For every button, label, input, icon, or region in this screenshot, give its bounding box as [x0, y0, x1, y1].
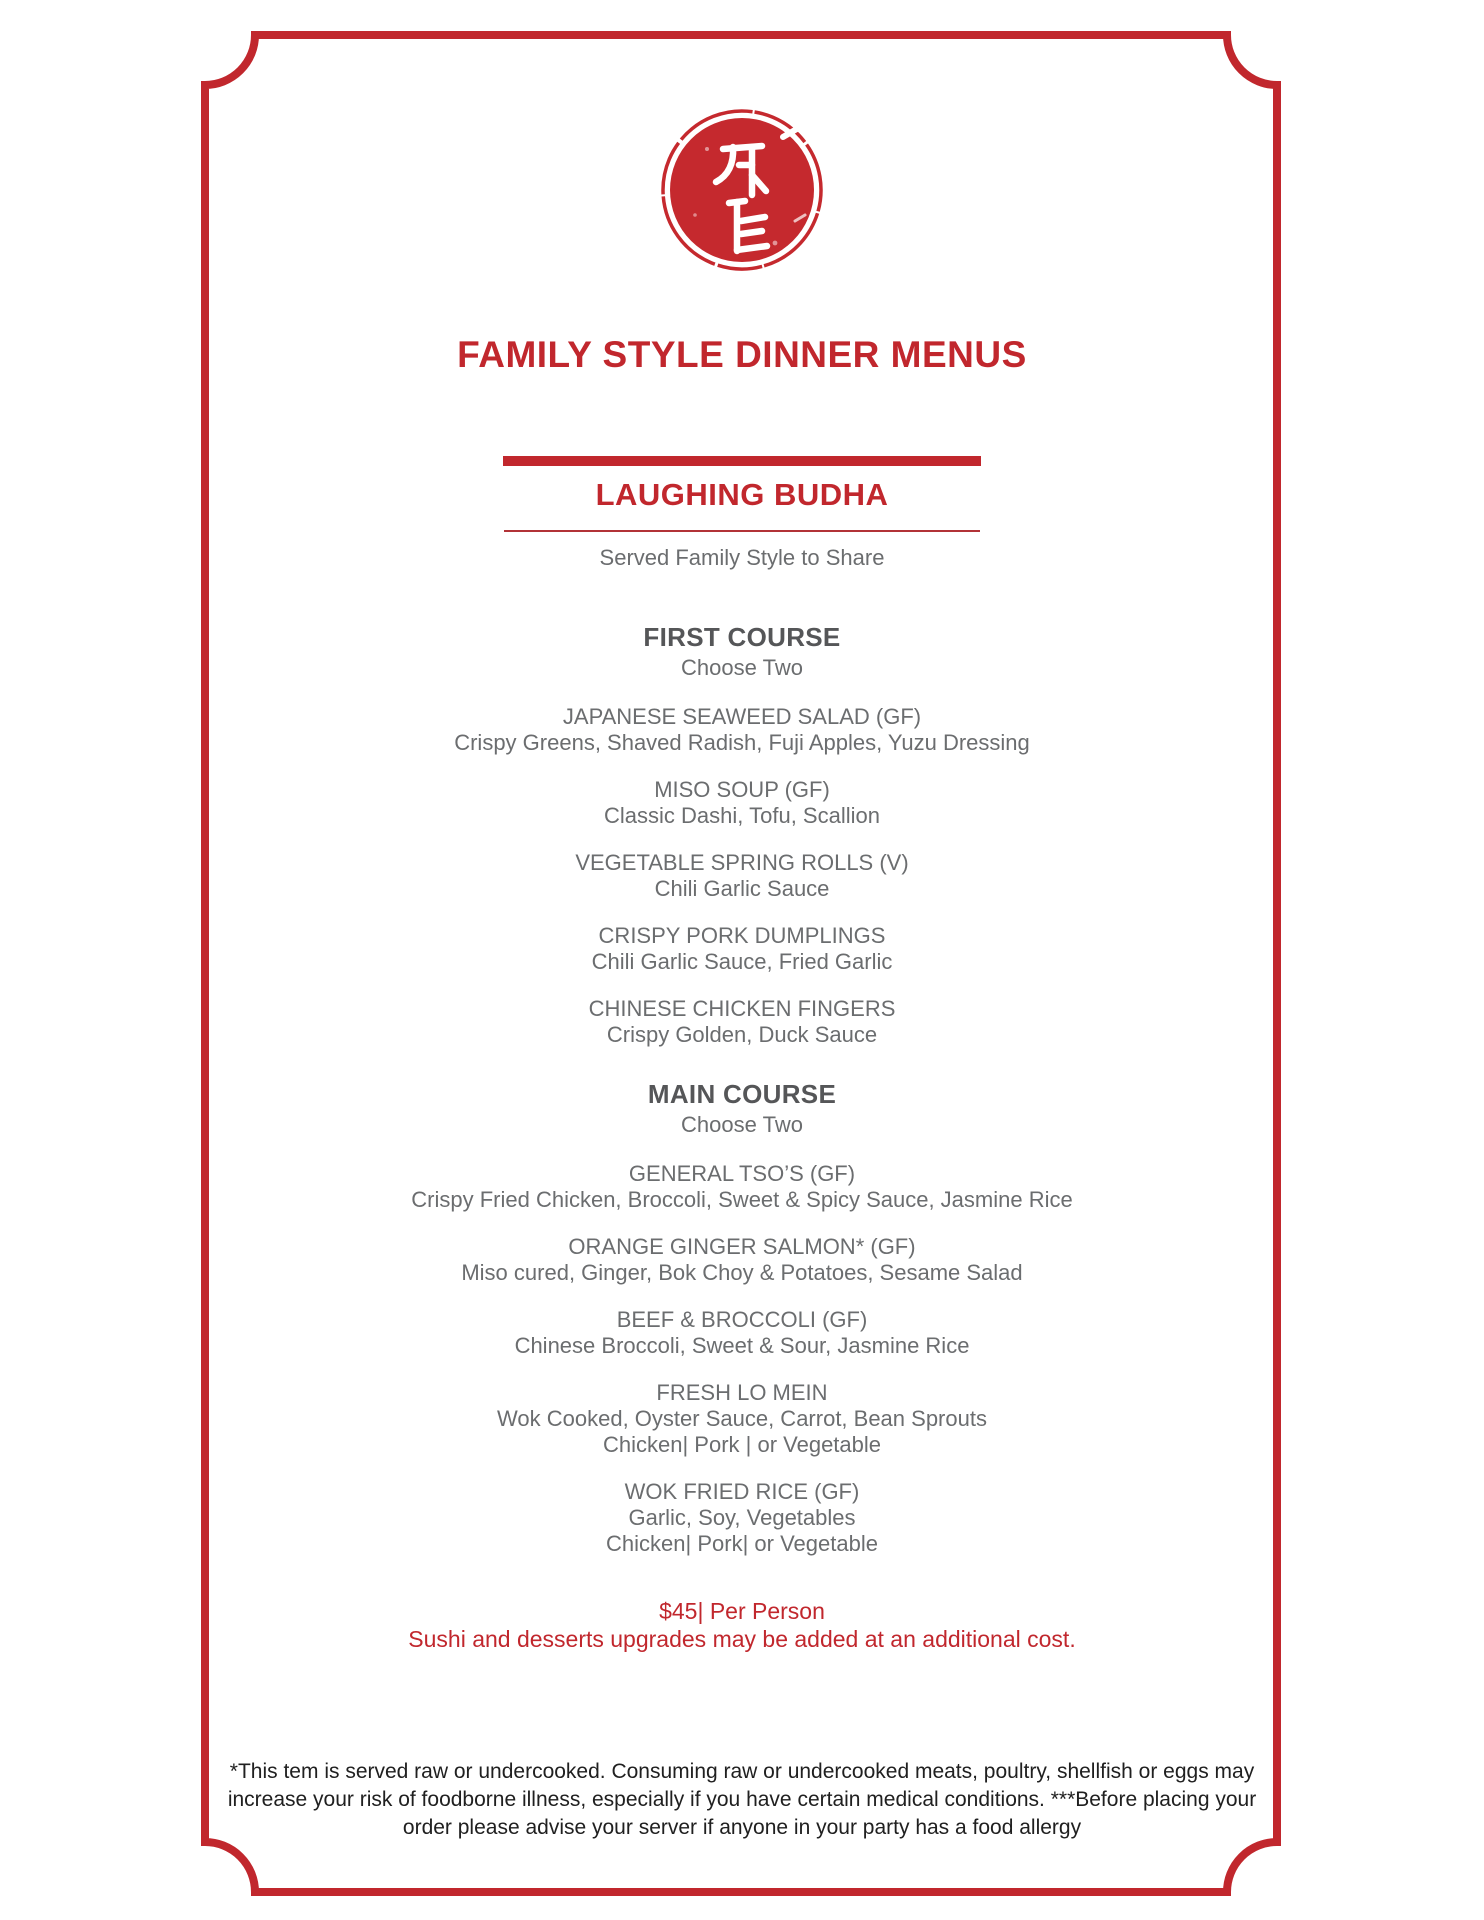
- item-description: Garlic, Soy, Vegetables: [628, 1505, 856, 1530]
- item-name: BEEF & BROCCOLI (GF): [616, 1307, 868, 1332]
- item-name: GENERAL TSO’S (GF): [628, 1161, 856, 1186]
- item-description: Crispy Golden, Duck Sauce: [606, 1022, 878, 1047]
- page-title: FAMILY STYLE DINNER MENUS: [457, 334, 1027, 375]
- item-description: Chili Garlic Sauce, Fried Garlic: [591, 949, 893, 974]
- menu-item: [212, 1161, 1272, 1213]
- section-instruction: Choose Two: [681, 1112, 803, 1137]
- menu-item: [212, 996, 1272, 1048]
- item-description: Classic Dashi, Tofu, Scallion: [604, 803, 880, 828]
- item-description: Chinese Broccoli, Sweet & Sour, Jasmine Rice: [514, 1333, 970, 1358]
- section-instruction: Choose Two: [681, 655, 803, 680]
- menu-item: [212, 1479, 1272, 1557]
- menu-item: [212, 1307, 1272, 1359]
- allergy-disclaimer: *This tem is served raw or undercooked. Consuming raw or undercooked meats, poultry, shellfish or eggs may increase your risk of foodborne illness, especially if you have certain medical conditions. ***Before placing your order please advise your server if anyone in your party has a food allergy: [227, 1760, 1257, 1839]
- item-description: Crispy Greens, Shaved Radish, Fuji Apples, Yuzu Dressing: [454, 730, 1030, 755]
- menu-item: [212, 1234, 1272, 1286]
- item-options: Chicken| Pork | or Vegetable: [602, 1432, 882, 1457]
- menu-name: LAUGHING BUDHA: [595, 477, 889, 512]
- item-options: Chicken| Pork| or Vegetable: [606, 1531, 878, 1556]
- header-underline: [504, 530, 980, 532]
- item-name: MISO SOUP (GF): [654, 777, 830, 802]
- section-heading-first-course: FIRST COURSE: [643, 622, 841, 652]
- section-heading-main-course: MAIN COURSE: [647, 1079, 837, 1109]
- item-name: CHINESE CHICKEN FINGERS: [588, 996, 896, 1021]
- menu-item: [212, 850, 1272, 902]
- item-description: Chili Garlic Sauce: [654, 876, 830, 901]
- price-per-person: $45| Per Person: [659, 1598, 825, 1624]
- menu-item: [212, 1380, 1272, 1458]
- item-name: ORANGE GINGER SALMON* (GF): [568, 1234, 916, 1259]
- item-name: WOK FRIED RICE (GF): [624, 1479, 860, 1504]
- menu-subtitle: Served Family Style to Share: [599, 545, 885, 570]
- menu-content: [212, 621, 1272, 1653]
- pricing-block: [212, 1597, 1272, 1653]
- menu-item: [212, 704, 1272, 756]
- item-description: Crispy Fried Chicken, Broccoli, Sweet & Spicy Sauce, Jasmine Rice: [411, 1187, 1073, 1212]
- menu-header: [503, 456, 981, 540]
- upgrade-note: Sushi and desserts upgrades may be added at an additional cost.: [408, 1626, 1076, 1652]
- item-description: Wok Cooked, Oyster Sauce, Carrot, Bean Sprouts: [497, 1406, 987, 1431]
- item-name: JAPANESE SEAWEED SALAD (GF): [562, 704, 922, 729]
- restaurant-seal-logo-icon: [655, 103, 829, 277]
- header-divider-bar: [503, 456, 981, 466]
- item-description: Miso cured, Ginger, Bok Choy & Potatoes, Sesame Salad: [461, 1260, 1023, 1285]
- item-name: FRESH LO MEIN: [656, 1380, 828, 1405]
- menu-item: [212, 777, 1272, 829]
- menu-item: [212, 923, 1272, 975]
- item-name: VEGETABLE SPRING ROLLS (V): [575, 850, 909, 875]
- item-name: CRISPY PORK DUMPLINGS: [598, 923, 886, 948]
